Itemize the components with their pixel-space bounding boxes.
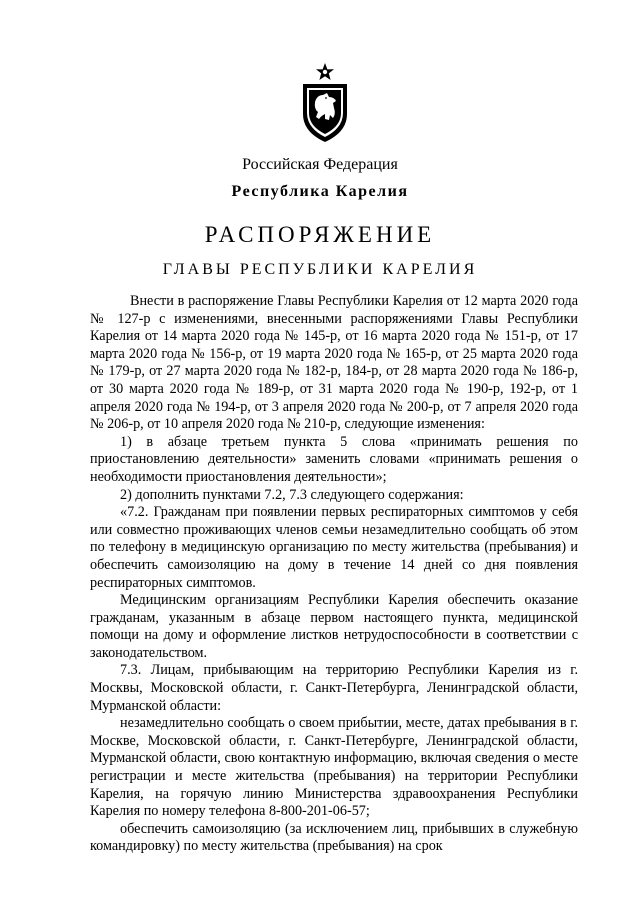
document-type: РАСПОРЯЖЕНИЕ (204, 222, 436, 247)
paragraph-item-1: 1) в абзаце третьем пункта 5 слова «принимать решения по приостановлению деятельности» заменить словами «принимать решения о необходимости приостановления деятельности»; (90, 433, 578, 485)
paragraph-amend-intro: Внести в распоряжение Главы Республики Карелия от 12 марта 2020 года № 127-р с изменениями, внесенными распоряжениями Главы Республики Карелия от 14 марта 2020 года № 145-р, от 16 марта 2020 года № 151-р, от 17 марта 2020 года № 156-р, от 19 марта 2020 года № 165-р, от 25 марта 2020 года № 179-р, от 27 марта 2020 года № 182-р, 184-р, от 28 марта 2020 года № 186-р, от 30 марта 2020 года № 189-р, от 31 марта 2020 года № 190-р, 192-р, от 1 апреля 2020 года № 194-р, от 3 апреля 2020 года № 200-р, от 7 апреля 2020 года № 206-р, от 10 апреля 2020 года № 210-р, следующие изменения: (90, 293, 578, 433)
paragraph-notify: незамедлительно сообщать о своем прибытии, месте, датах пребывания в г. Москве, Московской области, г. Санкт-Петербурге, Ленинградской области, Мурманской области, свою контактную информацию, включая сведения о месте регистрации и месте жительства (пребывания) на территории Республики Карелия, на горячую линию Министерства здравоохранения Республики Карелия по номеру телефона 8-800-201-06-57; (90, 715, 578, 820)
paragraph-7-2: «7.2. Гражданам при появлении первых респираторных симптомов у себя или совместно проживающих членов семьи незамедлительно сообщать об этом по телефону в медицинскую организацию по месту жительства (пребывания) и обеспечить самоизоляцию на дому в течение 14 дней со дня появления респираторных симптомов. (90, 504, 578, 591)
karelia-coat-of-arms-icon (300, 62, 350, 144)
paragraph-self-isolation: обеспечить самоизоляцию (за исключением лиц, прибывших в служебную командировку) по месту жительства (пребывания) на срок (90, 820, 578, 855)
republic-name: Республика Карелия (231, 183, 409, 200)
paragraph-7-3: 7.3. Лицам, прибывающим на территорию Республики Карелия из г. Москвы, Московской области, г. Санкт-Петербурга, Ленинградской области, Мурманской области: (90, 662, 578, 714)
paragraph-item-2: 2) дополнить пунктами 7.2, 7.3 следующего содержания: (120, 486, 464, 503)
document-body (90, 293, 578, 856)
country-name: Российская Федерация (242, 156, 398, 173)
document-issuer: ГЛАВЫ РЕСПУБЛИКИ КАРЕЛИЯ (162, 261, 478, 278)
paragraph-medical-orgs: Медицинским организациям Республики Карелия обеспечить оказание гражданам, указанным в абзаце первом настоящего пункта, медицинской помощи на дому и оформление листков нетрудоспособности в соответствии с законодательством. (90, 592, 578, 661)
